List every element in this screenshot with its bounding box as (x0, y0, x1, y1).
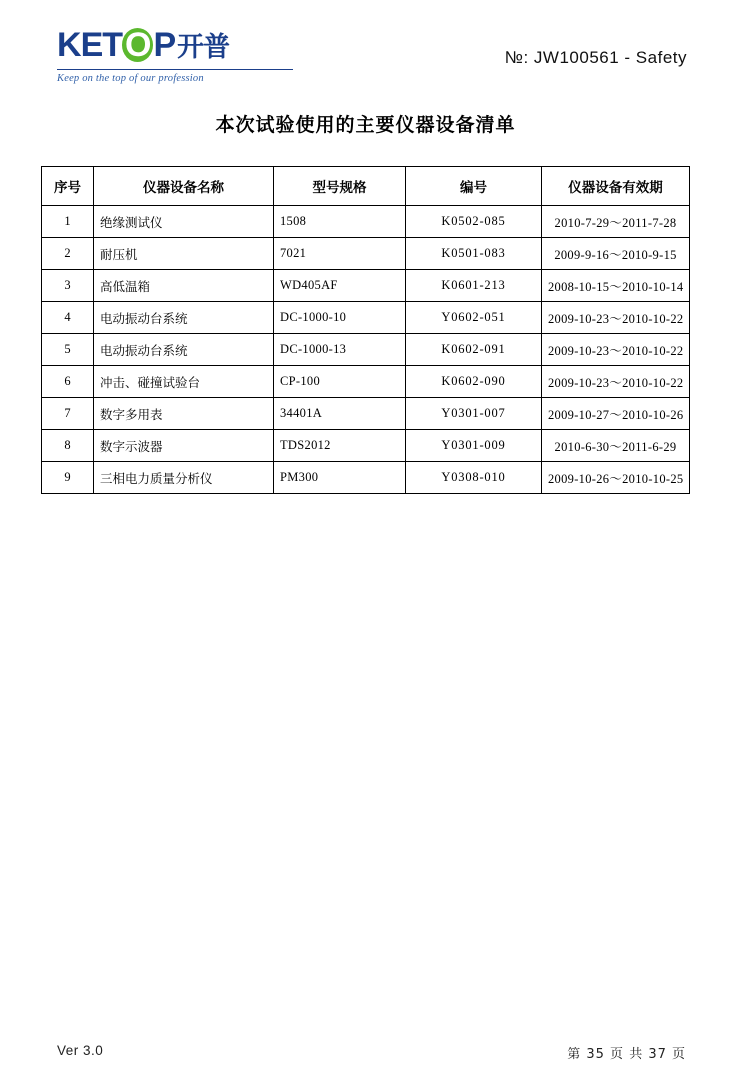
cell-name: 电动振动台系统 (94, 334, 274, 366)
table-row (42, 270, 690, 302)
table-row (42, 206, 690, 238)
cell-model: 34401A (274, 398, 406, 430)
cell-validity: 2010-7-29～2011-7-28 (542, 206, 690, 238)
cell-index: 8 (42, 430, 94, 462)
logo-letter-k: K (57, 26, 81, 64)
cell-validity: 2009-10-23～2010-10-22 (542, 302, 690, 334)
cell-code: Y0602-051 (406, 302, 542, 334)
logo-divider (57, 69, 293, 70)
document-number: №: JW100561 - Safety (504, 48, 687, 67)
table-row (42, 334, 690, 366)
company-logo (57, 26, 317, 84)
cell-name: 数字示波器 (94, 430, 274, 462)
logo-chinese-name: 开普 (177, 32, 230, 63)
version-label: Ver 3.0 (57, 1043, 104, 1058)
page-title: 本次试验使用的主要仪器设备清单 (215, 114, 516, 136)
cell-validity: 2008-10-15～2010-10-14 (542, 270, 690, 302)
equipment-table-wrapper (41, 166, 689, 494)
cell-name: 耐压机 (94, 238, 274, 270)
cell-validity: 2009-10-26～2010-10-25 (542, 462, 690, 494)
cell-code: Y0308-010 (406, 462, 542, 494)
cell-index: 7 (42, 398, 94, 430)
equipment-table (41, 166, 690, 494)
cell-index: 3 (42, 270, 94, 302)
cell-model: DC-1000-13 (274, 334, 406, 366)
cell-name: 电动振动台系统 (94, 302, 274, 334)
cell-code: K0601-213 (406, 270, 542, 302)
cell-model: WD405AF (274, 270, 406, 302)
cell-code: K0502-085 (406, 206, 542, 238)
cell-name: 高低温箱 (94, 270, 274, 302)
page-header (0, 22, 731, 92)
cell-validity: 2010-6-30～2011-6-29 (542, 430, 690, 462)
table-row (42, 302, 690, 334)
logo-letter-o: O (122, 28, 153, 62)
cell-index: 5 (42, 334, 94, 366)
cell-model: PM300 (274, 462, 406, 494)
cell-code: Y0301-009 (406, 430, 542, 462)
table-row (42, 430, 690, 462)
table-row (42, 398, 690, 430)
cell-model: 7021 (274, 238, 406, 270)
cell-name: 冲击、碰撞试验台 (94, 366, 274, 398)
table-header-row (42, 167, 690, 206)
cell-model: DC-1000-10 (274, 302, 406, 334)
table-row (42, 238, 690, 270)
logo-wordmark (57, 26, 317, 67)
logo-letter-p: P (153, 26, 176, 64)
page-number: 第 35 页 共 37 页 (567, 1047, 686, 1062)
cell-index: 2 (42, 238, 94, 270)
cell-code: Y0301-007 (406, 398, 542, 430)
table-row (42, 366, 690, 398)
cell-name: 三相电力质量分析仪 (94, 462, 274, 494)
cell-model: 1508 (274, 206, 406, 238)
logo-letter-t: T (102, 26, 123, 64)
cell-index: 9 (42, 462, 94, 494)
cell-validity: 2009-10-23～2010-10-22 (542, 334, 690, 366)
table-header-cell: 型号规格 (274, 167, 406, 206)
cell-name: 绝缘测试仪 (94, 206, 274, 238)
cell-name: 数字多用表 (94, 398, 274, 430)
cell-model: CP-100 (274, 366, 406, 398)
table-header-cell: 仪器设备名称 (94, 167, 274, 206)
table-row (42, 462, 690, 494)
cell-validity: 2009-9-16～2010-9-15 (542, 238, 690, 270)
cell-index: 6 (42, 366, 94, 398)
table-header-cell: 仪器设备有效期 (542, 167, 690, 206)
cell-validity: 2009-10-27～2010-10-26 (542, 398, 690, 430)
cell-code: K0602-090 (406, 366, 542, 398)
cell-index: 4 (42, 302, 94, 334)
cell-model: TDS2012 (274, 430, 406, 462)
cell-code: K0602-091 (406, 334, 542, 366)
cell-index: 1 (42, 206, 94, 238)
cell-validity: 2009-10-23～2010-10-22 (542, 366, 690, 398)
table-header-cell: 编号 (406, 167, 542, 206)
cell-code: K0501-083 (406, 238, 542, 270)
page-footer (0, 1043, 731, 1067)
table-header-cell: 序号 (42, 167, 94, 206)
logo-tagline: Keep on the top of our profession (57, 73, 204, 84)
logo-letter-e: E (80, 26, 103, 64)
